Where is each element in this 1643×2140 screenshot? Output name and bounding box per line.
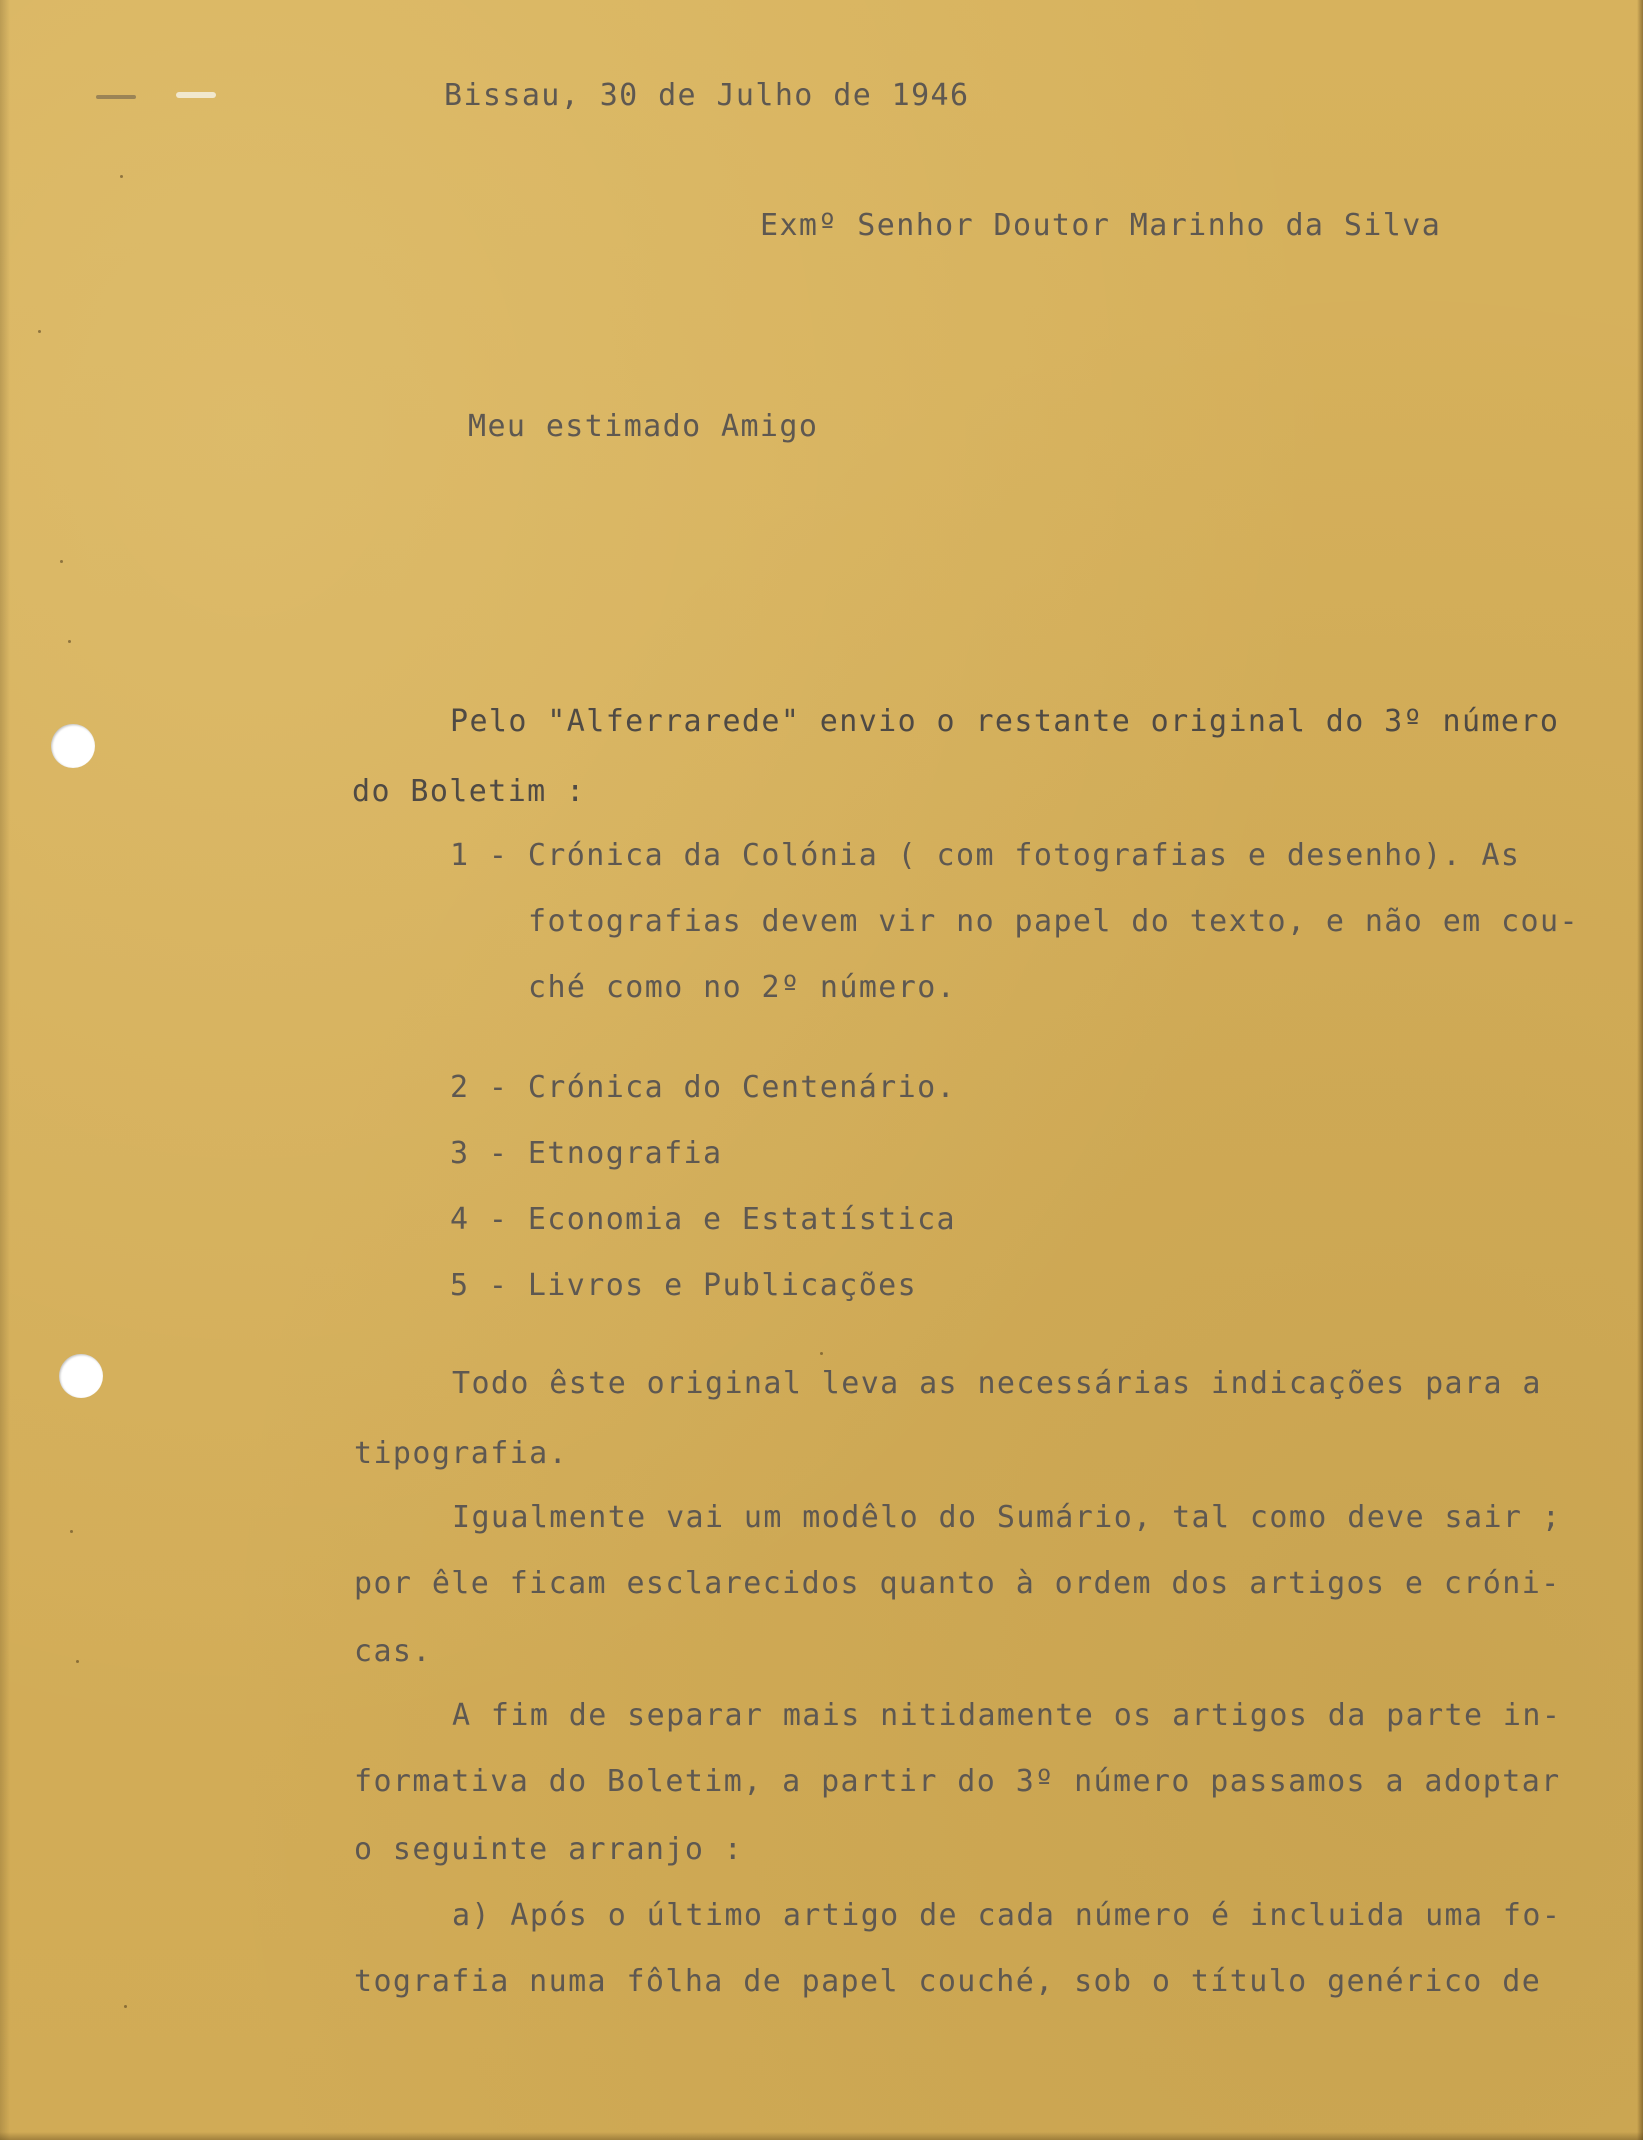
body-line: o seguinte arranjo : (354, 1832, 744, 1867)
paper-speck (60, 560, 63, 563)
list-item-line: 4 - Economia e Estatística (450, 1202, 956, 1237)
body-line: do Boletim : (352, 774, 586, 809)
paper-speck (76, 1660, 79, 1663)
body-line: por êle ficam esclarecidos quanto à ordem dos artigos e cróni- (354, 1566, 1561, 1601)
date-line: Bissau, 30 de Julho de 1946 (444, 78, 970, 113)
body-line: tografia numa fôlha de papel couché, sob o título genérico de (354, 1964, 1542, 1999)
list-item-line: 1 - Crónica da Colónia ( com fotografias e desenho). As (450, 838, 1521, 873)
body-line: A fim de separar mais nitidamente os artigos da parte in- (452, 1698, 1562, 1733)
list-item-line: 5 - Livros e Publicações (450, 1268, 918, 1303)
paper-speck (820, 1352, 823, 1355)
salutation-line: Meu estimado Amigo (468, 409, 819, 444)
list-item-line: fotografias devem vir no papel do texto, e não em cou- (528, 904, 1579, 939)
list-item-line: ché como no 2º número. (528, 970, 957, 1005)
page-edge-left (0, 0, 10, 2140)
page-edge-bottom (0, 2132, 1643, 2140)
paper-speck (70, 1530, 73, 1533)
paper-speck (96, 95, 136, 99)
paper-speck (120, 175, 123, 178)
list-item-line: 2 - Crónica do Centenário. (450, 1070, 956, 1105)
paper-speck (68, 640, 71, 643)
body-line: formativa do Boletim, a partir do 3º número passamos a adoptar (354, 1764, 1561, 1799)
punch-hole-top (51, 724, 95, 768)
list-item-line: 3 - Etnografia (450, 1136, 723, 1171)
body-line: Igualmente vai um modêlo do Sumário, tal como deve sair ; (452, 1500, 1562, 1535)
body-line: tipografia. (354, 1436, 569, 1471)
addressee-line: Exmº Senhor Doutor Marinho da Silva (760, 208, 1442, 243)
body-line: cas. (354, 1634, 432, 1669)
body-line: Pelo "Alferrarede" envio o restante original do 3º número (450, 704, 1560, 739)
body-line: Todo êste original leva as necessárias indicações para a (452, 1366, 1542, 1401)
paper-speck (176, 92, 216, 98)
paper-speck (38, 330, 41, 333)
body-line: a) Após o último artigo de cada número é incluida uma fo- (452, 1898, 1562, 1933)
paper-speck (124, 2005, 127, 2008)
page-edge-right (1637, 0, 1643, 2140)
punch-hole-bottom (59, 1354, 103, 1398)
